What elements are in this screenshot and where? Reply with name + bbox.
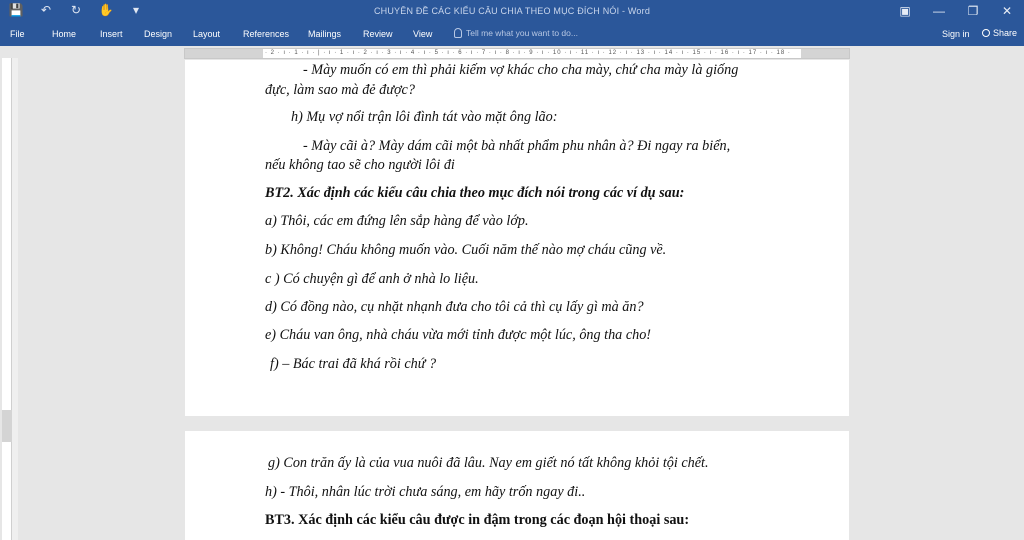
share-label: Share — [993, 28, 1018, 38]
doc-line: nếu không tao sẽ cho người lôi đi — [265, 157, 455, 173]
tell-me-text: Tell me what you want to do... — [466, 28, 578, 38]
redo-icon[interactable]: ↻ — [70, 3, 82, 17]
tab-layout[interactable]: Layout — [193, 29, 221, 39]
tab-references[interactable]: References — [243, 29, 290, 39]
doc-line: h) Mụ vợ nổi trận lôi đình tát vào mặt ông lão: — [291, 109, 558, 125]
doc-line: e) Cháu van ông, nhà cháu vừa mới tỉnh được một lúc, ông tha cho! — [265, 327, 652, 343]
window-controls — [888, 0, 1024, 24]
close-icon[interactable]: ✕ — [1001, 4, 1013, 18]
tab-review[interactable]: Review — [363, 29, 393, 39]
doc-line: - Mày cãi à? Mày dám cãi một bà nhất phẩm phu nhân à? Đi ngay ra biển, — [303, 138, 731, 154]
undo-icon[interactable]: ↶ — [40, 3, 52, 17]
sign-in-link[interactable]: Sign in — [942, 29, 970, 39]
ruler-right-margin — [801, 49, 849, 59]
document-page[interactable] — [185, 60, 849, 416]
title-bar — [0, 0, 1024, 24]
restore-icon[interactable]: ❐ — [967, 4, 979, 18]
touch-mode-icon[interactable]: ✋ — [98, 3, 114, 17]
doc-line: - Mày muốn có em thì phải kiếm vợ khác cho cha mày, chứ cha mày là giống — [303, 62, 739, 78]
doc-line: b) Không! Cháu không muốn vào. Cuối năm thế nào mợ cháu cũng về. — [265, 242, 667, 258]
doc-line: đực, làm sao mà đẻ được? — [265, 82, 415, 98]
doc-line: c ) Có chuyện gì để anh ở nhà lo liệu. — [265, 271, 479, 287]
doc-line: g) Con trăn ấy là của vua nuôi đã lâu. Nay em giết nó tất không khỏi tội chết. — [268, 455, 709, 471]
tab-insert[interactable]: Insert — [100, 29, 123, 39]
doc-line: d) Có đồng nào, cụ nhặt nhạnh đưa cho tôi cả thì cụ lấy gì mà ăn? — [265, 299, 644, 315]
vertical-ruler-gap — [2, 410, 12, 442]
doc-line: a) Thôi, các em đứng lên sắp hàng để vào lớp. — [265, 213, 529, 229]
save-icon[interactable]: 💾 — [8, 3, 24, 17]
doc-heading: BT2. Xác định các kiểu câu chia theo mục đích nói trong các ví dụ sau: — [265, 185, 685, 201]
tab-view[interactable]: View — [413, 29, 433, 39]
doc-line: h) - Thôi, nhân lúc trời chưa sáng, em hãy trốn ngay đi.. — [265, 484, 586, 500]
tab-file[interactable]: File — [10, 29, 25, 39]
share-button[interactable] — [982, 28, 1017, 38]
customize-qat-icon[interactable]: ▾ — [132, 3, 140, 17]
tell-me-box[interactable] — [454, 28, 578, 38]
doc-line: f) – Bác trai đã khá rồi chứ ? — [270, 356, 437, 372]
horizontal-ruler[interactable] — [184, 48, 850, 59]
ruler-numbers: · 2 · ı · 1 · ı · | · ı · 1 · ı · 2 · ı · 3 · ı · 4 · ı · 5 · ı · 6 · ı · 7 · ı · 8 · ı · 9 · ı · 10 · ı · 11 · ı · 12 · ı · 13 · ı · 14 · ı · 15 · ı · 16 · ı · 17 · ı · 18 · — [265, 50, 791, 56]
left-strip — [12, 58, 18, 540]
vertical-scrollbar[interactable] — [1012, 60, 1024, 540]
document-page[interactable] — [185, 431, 849, 540]
ruler-left-margin — [185, 49, 263, 59]
document-title: CHUYÊN ĐỀ CÁC KIỂU CÂU CHIA THEO MỤC ĐÍCH NÓI - Word — [373, 6, 651, 16]
doc-heading: BT3. Xác định các kiểu câu được in đậm trong các đoạn hội thoại sau: — [265, 512, 690, 528]
vertical-ruler[interactable] — [2, 58, 12, 540]
lightbulb-icon — [454, 28, 462, 38]
ribbon-display-icon[interactable]: ▣ — [899, 4, 911, 18]
ribbon-tabs — [0, 24, 1024, 46]
tab-home[interactable]: Home — [52, 29, 77, 39]
tab-design[interactable]: Design — [144, 29, 173, 39]
minimize-icon[interactable]: — — [933, 4, 945, 18]
person-icon — [982, 29, 990, 37]
tab-mailings[interactable]: Mailings — [308, 29, 342, 39]
